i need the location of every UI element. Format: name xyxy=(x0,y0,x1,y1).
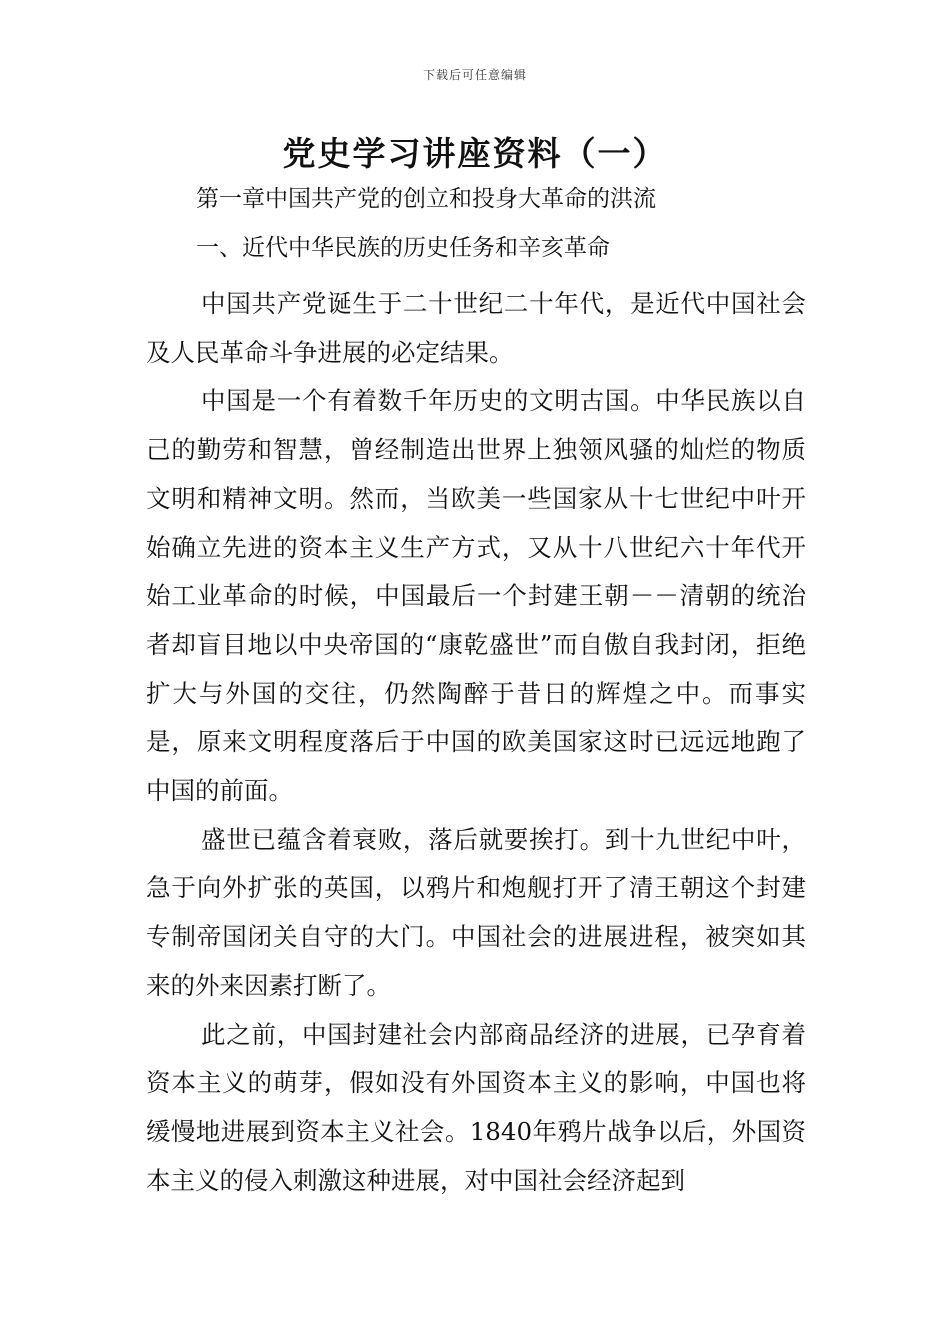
paragraph: 盛世已蕴含着衰败，落后就要挨打。到十九世纪中叶，急于向外扩张的英国，以鸦片和炮舰打开了清王朝这个封建专制帝国闭关自守的大门。中国社会的进展进程，被突如其来的外来因素打断了。 xyxy=(146,824,806,1000)
paragraph: 此之前，中国封建社会内部商品经济的进展，已孕育着资本主义的萌芽，假如没有外国资本主义的影响，中国也将缓慢地进展到资本主义社会。1840年鸦片战争以后，外国资本主义的侵入刺激这种进展，对中国社会经济起到 xyxy=(146,1019,806,1195)
body-text xyxy=(146,280,806,1205)
document-title: 党史学习讲座资料（一） xyxy=(282,134,668,173)
paragraph: 中国共产党诞生于二十世纪二十年代，是近代中国社会及人民革命斗争进展的必定结果。 xyxy=(146,289,806,367)
section-heading: 一、近代中华民族的历史任务和辛亥革命 xyxy=(196,235,610,261)
paragraph: 中国是一个有着数千年历史的文明古国。中华民族以自己的勤劳和智慧，曾经制造出世界上独领风骚的灿烂的物质文明和精神文明。然而，当欧美一些国家从十七世纪中叶开始确立先进的资本主义生产方式，又从十八世纪六十年代开始工业革命的时候，中国最后一个封建王朝－－清朝的统治者却盲目地以中央帝国的“康乾盛世”而自傲自我封闭，拒绝扩大与外国的交往，仍然陶醉于昔日的辉煌之中。而事实是，原来文明程度落后于中国的欧美国家这时已远远地跑了中国的前面。 xyxy=(146,386,806,806)
chapter-heading: 第一章中国共产党的创立和投身大革命的洪流 xyxy=(196,186,656,212)
header-note: 下载后可任意编辑 xyxy=(422,68,527,82)
